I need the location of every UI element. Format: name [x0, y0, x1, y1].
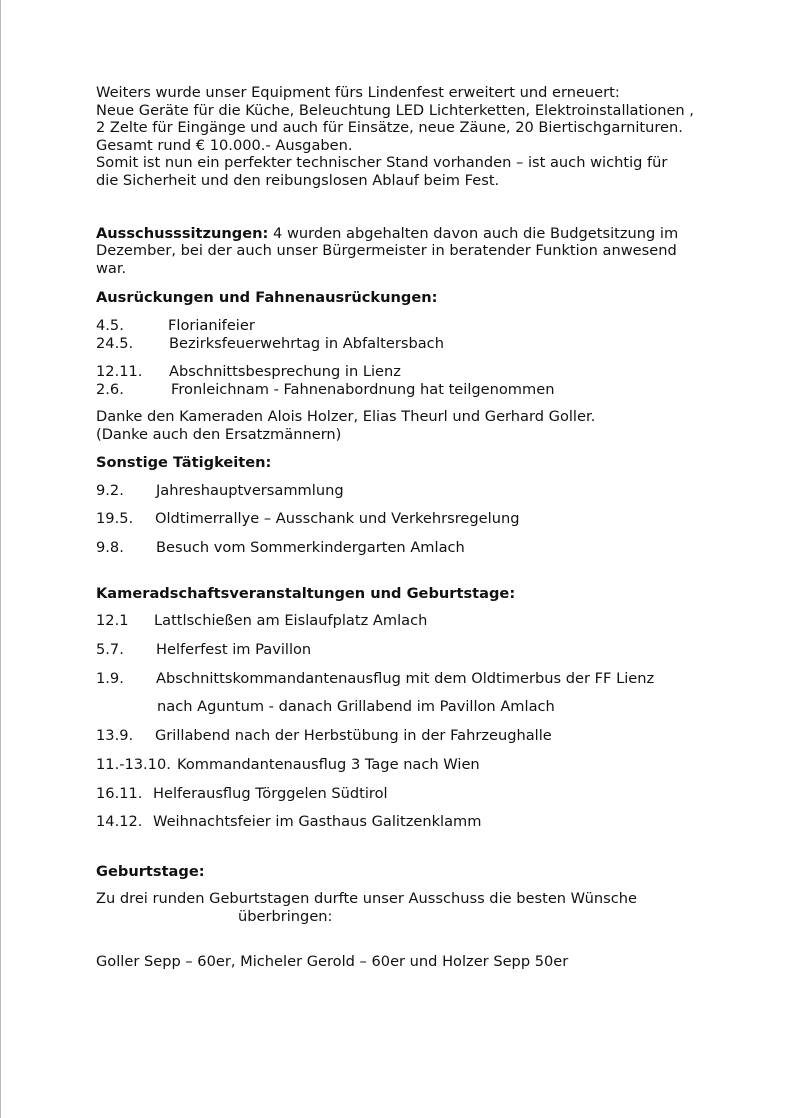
list-item: [96, 381, 736, 399]
item-text: Fronleichnam - Fahnenabordnung hat teilgenommen: [171, 380, 555, 398]
geburtstage-heading: Geburtstage:: [96, 862, 205, 880]
page-left-edge: [0, 0, 1, 1118]
intro-line: Somit ist nun ein perfekter technischer Stand vorhanden – ist auch wichtig für: [96, 154, 668, 172]
intro-line: Weiters wurde unser Equipment fürs Lindenfest erweitert und erneuert:: [96, 84, 620, 101]
item-date: 13.9.: [96, 727, 134, 745]
item-date: 9.8.: [96, 539, 124, 557]
list-item: [96, 641, 736, 670]
item-date: 4.5.: [96, 316, 124, 334]
item-date: 12.1: [96, 612, 129, 630]
document-page: [96, 84, 736, 970]
list-item: [96, 785, 736, 814]
ausschuss-line-1: [96, 225, 736, 243]
ausschuss-text: 4 wurden abgehalten davon auch die Budgetsitzung im: [268, 224, 679, 242]
geburtstage-names: Goller Sepp – 60er, Micheler Gerold – 60er und Holzer Sepp 50er: [96, 952, 569, 970]
item-date: 11.-13.10.: [96, 755, 171, 773]
list-item: [96, 756, 736, 785]
list-item: [96, 482, 736, 511]
item-text: Oldtimerrallye – Ausschank und Verkehrsregelung: [155, 510, 520, 528]
intro-paragraph: [96, 84, 736, 190]
item-text: Abschnittsbesprechung in Lienz: [169, 362, 401, 380]
item-date: 2.6.: [96, 380, 124, 398]
list-item-continuation: nach Aguntum - danach Grillabend im Pavillon Amlach: [157, 698, 555, 716]
item-date: 12.11.: [96, 362, 143, 380]
item-text: Abschnittskommandantenausflug mit dem Oldtimerbus der FF Lienz: [156, 669, 655, 687]
item-text: Helferausflug Törggelen Südtirol: [153, 784, 388, 802]
intro-line: Gesamt rund € 10.000.- Ausgaben.: [96, 136, 353, 154]
geburtstage-line-1: Zu drei runden Geburtstagen durfte unser Ausschuss die besten Wünsche: [96, 890, 637, 908]
intro-line: Neue Geräte für die Küche, Beleuchtung LED Lichterketten, Elektroinstallationen ,: [96, 101, 694, 119]
item-date: 19.5.: [96, 510, 134, 528]
list-item: [96, 727, 736, 756]
item-text: Bezirksfeuerwehrtag in Abfaltersbach: [169, 334, 444, 352]
ausschuss-heading: Ausschusssitzungen:: [96, 224, 269, 242]
item-text: Weihnachtsfeier im Gasthaus Galitzenklamm: [153, 813, 482, 831]
item-text: Florianifeier: [168, 316, 255, 334]
item-text: Helferfest im Pavillon: [156, 641, 312, 659]
sonstige-section: [96, 454, 736, 568]
list-item: [96, 539, 736, 568]
list-item: [96, 317, 736, 335]
list-item: [96, 813, 736, 842]
item-date: 16.11.: [96, 784, 143, 802]
list-item: [96, 363, 736, 381]
ausschuss-line-2: Dezember, bei der auch unser Bürgermeister in beratender Funktion anwesend: [96, 242, 677, 260]
item-text: Lattlschießen am Eislaufplatz Amlach: [154, 612, 428, 630]
list-item: [96, 612, 736, 641]
list-item: [96, 510, 736, 539]
item-date: 1.9.: [96, 669, 124, 687]
item-text: Besuch vom Sommerkindergarten Amlach: [156, 539, 465, 557]
ausrueckungen-heading: Ausrückungen und Fahnenausrückungen:: [96, 289, 438, 307]
ausschuss-line-3: war.: [96, 259, 127, 277]
ausschuss-section: [96, 225, 736, 278]
geburtstage-line-2: überbringen:: [238, 908, 333, 926]
intro-line: 2 Zelte für Eingänge und auch für Einsätze, neue Zäune, 20 Biertischgarnituren.: [96, 119, 683, 137]
item-text: Jahreshauptversammlung: [156, 481, 344, 499]
thanks-line: (Danke auch den Ersatzmännern): [96, 425, 342, 443]
item-date: 24.5.: [96, 334, 134, 352]
ausrueckungen-section: [96, 289, 736, 443]
sonstige-heading: Sonstige Tätigkeiten:: [96, 454, 272, 472]
item-date: 14.12.: [96, 813, 143, 831]
kameradschaft-section: [96, 585, 736, 842]
thanks-line: Danke den Kameraden Alois Holzer, Elias Theurl und Gerhard Goller.: [96, 407, 596, 425]
item-text: Grillabend nach der Herbstübung in der Fahrzeughalle: [155, 727, 552, 745]
intro-line: die Sicherheit und den reibungslosen Ablauf beim Fest.: [96, 171, 500, 189]
list-item: [96, 670, 736, 699]
geburtstage-section: [96, 863, 736, 970]
kameradschaft-heading: Kameradschaftsveranstaltungen und Geburtstage:: [96, 584, 516, 602]
item-date: 5.7.: [96, 641, 124, 659]
item-date: 9.2.: [96, 481, 124, 499]
list-item: [96, 335, 736, 353]
item-text: Kommandantenausflug 3 Tage nach Wien: [177, 755, 480, 773]
